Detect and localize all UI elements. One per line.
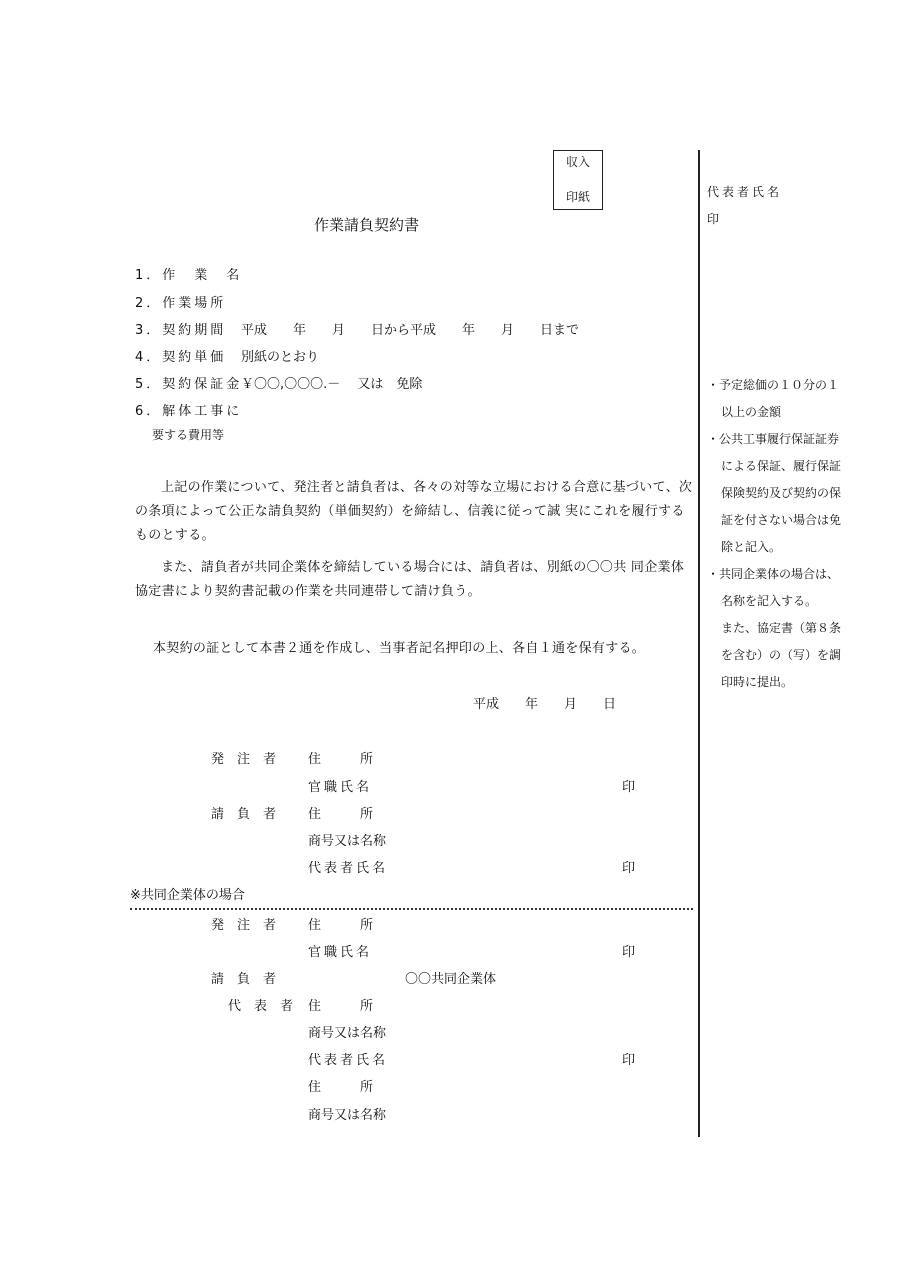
document-title: 作業請負契約書 xyxy=(314,216,420,234)
jv-member-trade-name-label: 商号又は名称 xyxy=(308,1108,387,1123)
revenue-stamp-box xyxy=(553,150,603,210)
side-note-line: ・公共工事履行保証証券 xyxy=(707,432,840,446)
item-2-label: 2．作業場所 xyxy=(135,296,227,311)
side-note-line: を含む）の（写）を調 xyxy=(721,648,842,662)
paragraph-2: また、請負者が共同企業体を締結している場合には、請負者は、別紙の〇〇共 同企業体協定書により契約書記載の作業を共同連帯して請け負う。 xyxy=(135,560,685,599)
jv-rep-trade-name-label: 商号又は名称 xyxy=(308,1026,387,1041)
item-4-value: 別紙のとおり xyxy=(241,350,320,365)
side-note-line: による保証、履行保証 xyxy=(721,459,842,473)
jv-contractor-label: 請 負 者 xyxy=(211,972,277,987)
contractor-label: 請 負 者 xyxy=(211,807,277,822)
stamp-label-2: 印紙 xyxy=(565,190,590,204)
jv-heading: ※共同企業体の場合 xyxy=(130,888,245,903)
contractor-address-label: 住 所 xyxy=(308,807,374,822)
jv-rep-address-label: 住 所 xyxy=(308,999,374,1014)
side-note-line: ・共同企業体の場合は、 xyxy=(707,567,840,581)
side-note-line: また、協定書（第８条 xyxy=(721,621,842,635)
item-1-label: 1．作 業 名 xyxy=(135,268,243,283)
dashed-divider xyxy=(130,908,693,910)
orderer-address-label: 住 所 xyxy=(308,752,374,767)
item-6-sublabel: 要する費用等 xyxy=(152,428,225,442)
side-note-line: 印時に提出。 xyxy=(721,675,794,689)
item-5-label: 5．契約保証金 xyxy=(135,377,243,392)
contractor-trade-name-label: 商号又は名称 xyxy=(308,834,387,849)
item-3-label: 3．契約期間 xyxy=(135,323,227,338)
side-rep-name-label: 代表者氏名 xyxy=(707,185,783,199)
date-line: 平成 年 月 日 xyxy=(473,697,617,712)
jv-name: 〇〇共同企業体 xyxy=(405,972,497,987)
side-notes xyxy=(707,372,872,696)
jv-orderer-seal: 印 xyxy=(622,945,636,960)
side-note-line: ・予定総価の１０分の１ xyxy=(707,378,840,392)
contractor-seal: 印 xyxy=(622,861,636,876)
orderer-label: 発 注 者 xyxy=(211,752,277,767)
item-4-label: 4．契約単価 xyxy=(135,350,227,365)
contractor-rep-name-label: 代表者氏名 xyxy=(308,861,389,876)
item-6-label: 6．解体工事に xyxy=(135,404,243,419)
side-note-line: 除と記入。 xyxy=(721,540,782,554)
orderer-official-name-label: 官職氏名 xyxy=(308,780,373,795)
jv-orderer-official-name-label: 官職氏名 xyxy=(308,945,373,960)
jv-representative-label: 代 表 者 xyxy=(228,999,294,1014)
margin-divider xyxy=(698,150,700,1137)
paragraph-1: 上記の作業について、発注者と請負者は、各々の対等な立場における合意に基づいて、次の条項によって公正な請負契約（単価契約）を締結し、信義に従って誠 実にこれを履行するものとする。 xyxy=(135,480,693,543)
paragraph-3: 本契約の証として本書２通を作成し、当事者記名押印の上、各自１通を保有する。 xyxy=(153,641,646,656)
side-note-line: 証を付さない場合は免 xyxy=(721,513,842,527)
side-note-line: 保険契約及び契約の保 xyxy=(721,486,842,500)
stamp-label-1: 収入 xyxy=(565,155,590,169)
item-5-value: ￥〇〇,〇〇〇.－ 又は 免除 xyxy=(241,377,423,392)
jv-orderer-address-label: 住 所 xyxy=(308,918,374,933)
jv-orderer-label: 発 注 者 xyxy=(211,918,277,933)
side-note-line: 以上の金額 xyxy=(721,405,782,419)
item-3-value: 平成 年 月 日から平成 年 月 日まで xyxy=(241,323,580,338)
jv-rep-name-label: 代表者氏名 xyxy=(308,1053,389,1068)
side-seal: 印 xyxy=(707,212,720,226)
orderer-seal: 印 xyxy=(622,780,636,795)
side-note-line: 名称を記入する。 xyxy=(721,594,818,608)
jv-member-address-label: 住 所 xyxy=(308,1080,374,1095)
jv-rep-seal: 印 xyxy=(622,1053,636,1068)
